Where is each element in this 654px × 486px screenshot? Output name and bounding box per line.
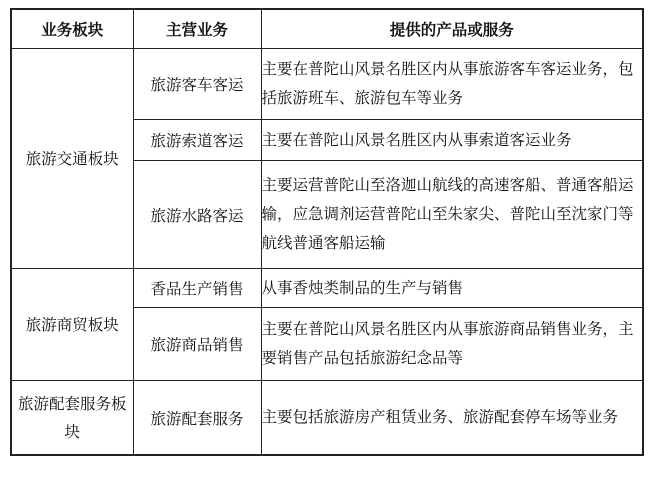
description-cell: 主要在普陀山风景名胜区内从事旅游客车客运业务，包括旅游班车、旅游包车等业务 [261,49,643,120]
segment-cell-support: 旅游配套服务板块 [11,381,133,456]
description-cell: 主要运营普陀山至洛迦山航线的高速客船、普通客船运输，应急调剂运营普陀山至朱家尖、普陀山至沈家门等航线普通客船运输 [261,161,643,269]
table-header-row [11,9,643,49]
business-cell: 旅游水路客运 [133,161,261,269]
description-cell: 主要在普陀山风景名胜区内从事索道客运业务 [261,120,643,161]
description-cell: 从事香烛类制品的生产与销售 [261,269,643,308]
business-cell: 旅游商品销售 [133,308,261,381]
segment-cell-commerce: 旅游商贸板块 [11,269,133,381]
header-products: 提供的产品或服务 [261,9,643,49]
header-business: 主营业务 [133,9,261,49]
table-row [11,269,643,308]
segment-cell-transport: 旅游交通板块 [11,49,133,269]
table-row [11,381,643,456]
business-cell: 旅游配套服务 [133,381,261,456]
table-row [11,49,643,120]
business-segments-table [10,8,644,456]
business-cell: 旅游索道客运 [133,120,261,161]
business-cell: 旅游客车客运 [133,49,261,120]
header-segment: 业务板块 [11,9,133,49]
description-cell: 主要包括旅游房产租赁业务、旅游配套停车场等业务 [261,381,643,456]
description-cell: 主要在普陀山风景名胜区内从事旅游商品销售业务，主要销售产品包括旅游纪念品等 [261,308,643,381]
business-cell: 香品生产销售 [133,269,261,308]
